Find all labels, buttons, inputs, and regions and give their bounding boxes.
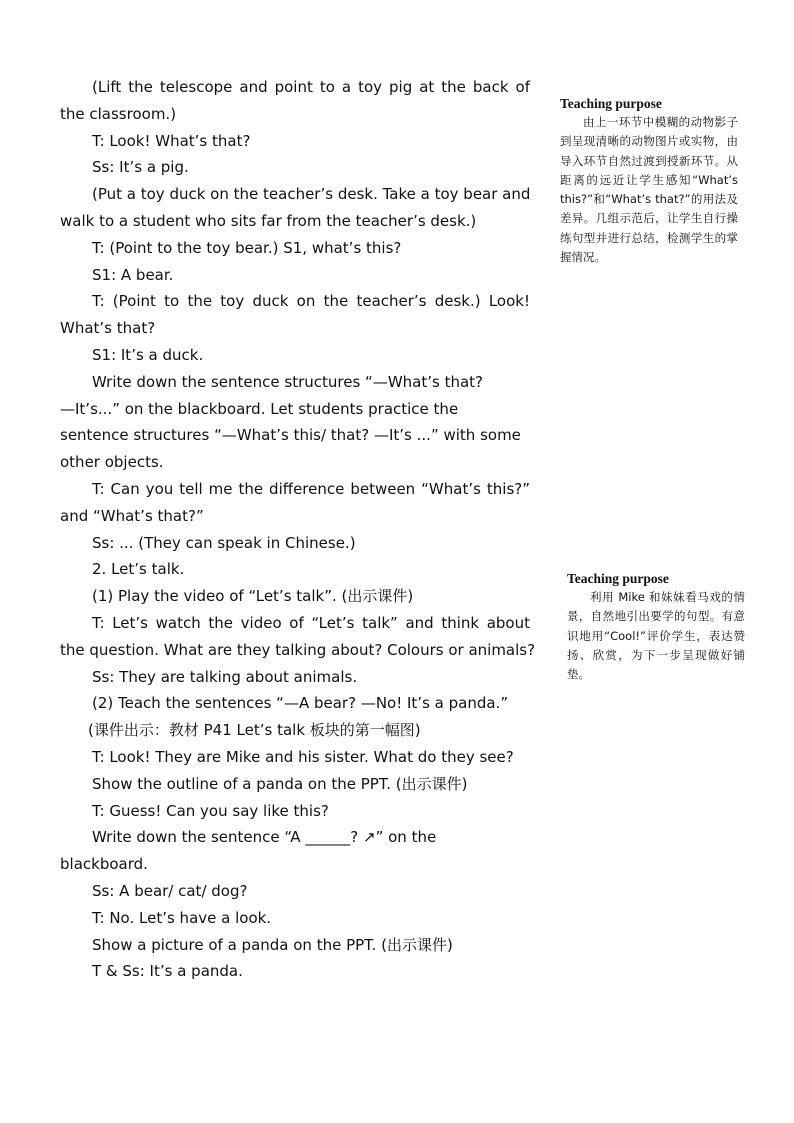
text-line: T: Can you tell me the difference between “What’s this?” <box>92 479 530 498</box>
text-line: Show a picture of a panda on the PPT. (出示课件) <box>92 935 453 954</box>
text-line: T: Guess! Can you say like this? <box>92 801 329 820</box>
side-note-heading: Teaching purpose <box>560 96 662 111</box>
text-line: (1) Play the video of “Let’s talk”. (出示课件) <box>92 587 414 606</box>
text-line: (Lift the telescope and point to a toy pig at the back of <box>92 78 530 96</box>
side-note-teaching-purpose-1 <box>560 94 738 267</box>
text-line: S1: It’s a duck. <box>92 345 204 364</box>
text-line: sentence structures “—What’s this/ that? —It’s ...” with some <box>60 426 521 445</box>
text-line: Ss: ... (They can speak in Chinese.) <box>92 533 356 552</box>
side-note-text: 由上一环节中模糊的动物影子到呈现清晰的动物图片或实物，由导入环节自然过渡到授新环节。从距离的远近让学生感知“What’s this?”和“What’s that?”的用法及差异。几组示范后，让学生自行操练句型并进行总结，检测学生的掌握情况。 <box>560 115 738 265</box>
section-heading: 2. Let’s talk. <box>92 560 185 579</box>
text-line: —It’s...” on the blackboard. Let students practice the <box>60 399 459 418</box>
text-line: and “What’s that?” <box>60 506 204 525</box>
text-line: (课件出示：教材 P41 Let’s talk 板块的第一幅图) <box>88 721 421 740</box>
text-line: T & Ss: It’s a panda. <box>92 962 243 981</box>
text-line: T: No. Let’s have a look. <box>92 908 272 927</box>
text-line: (Put a toy duck on the teacher’s desk. Take a toy bear and <box>92 185 531 204</box>
text-line: other objects. <box>60 453 164 472</box>
text-line: (2) Teach the sentences “—A bear? —No! It’s a panda.” <box>92 694 509 713</box>
text-line: Write down the sentence structures “—What’s that? <box>92 372 484 391</box>
text-line: the classroom.) <box>60 104 177 123</box>
text-line: walk to a student who sits far from the teacher’s desk.) <box>60 211 477 230</box>
text-line: the question. What are they talking about? Colours or animals? <box>60 640 536 659</box>
text-line: S1: A bear. <box>92 265 174 284</box>
side-note-teaching-purpose-2 <box>567 569 745 684</box>
text-line: Ss: They are talking about animals. <box>92 667 358 686</box>
side-note-heading: Teaching purpose <box>567 571 669 586</box>
text-line: T: Look! They are Mike and his sister. What do they see? <box>92 747 514 766</box>
side-note-text: 利用 Mike 和妹妹看马戏的情景，自然地引出要学的句型。有意识地用“Cool!”评价学生，表达赞扬、欣赏，为下一步呈现做好铺垫。 <box>567 590 745 682</box>
text-line: T: Let’s watch the video of “Let’s talk” and think about <box>92 613 530 632</box>
text-line: Write down the sentence “A ______? ↗” on the <box>92 828 437 847</box>
text-line: T: (Point to the toy duck on the teacher’s desk.) Look! <box>92 292 530 311</box>
text-line: T: (Point to the toy bear.) S1, what’s this? <box>92 238 402 257</box>
text-line: Show the outline of a panda on the PPT. (出示课件) <box>92 774 468 793</box>
text-line: What’s that? <box>60 319 156 338</box>
text-line: T: Look! What’s that? <box>92 131 251 150</box>
text-line: Ss: A bear/ cat/ dog? <box>92 881 248 900</box>
lesson-procedure <box>60 74 536 985</box>
text-line: Ss: It’s a pig. <box>92 158 189 177</box>
text-line: blackboard. <box>60 855 148 874</box>
